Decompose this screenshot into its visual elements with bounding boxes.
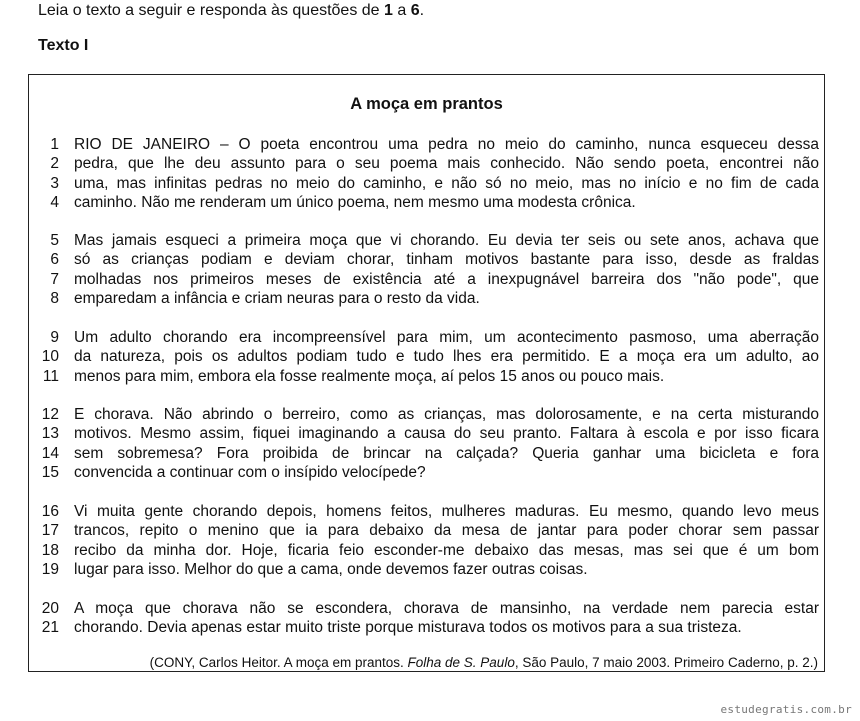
citation-author: (CONY, Carlos Heitor. A moça em prantos. <box>149 655 408 670</box>
paragraph <box>29 135 826 212</box>
site-watermark: estudegratis.com.br <box>720 703 852 716</box>
text-line <box>29 599 826 618</box>
line-text: molhadas nos primeiros meses de existência até a inexpugnável barreira dos "não pode", que <box>74 270 819 288</box>
line-number: 1 <box>50 136 59 153</box>
line-text: motivos. Mesmo assim, fiquei imaginando a causa do seu pranto. Faltara à escola e por isso ficara <box>74 425 819 443</box>
paragraph <box>29 502 826 579</box>
line-text: recibo da minha dor. Hoje, ficaria feio esconder-me debaixo das mesas, mas sei que é um bom <box>74 541 819 559</box>
line-text: pedra, que lhe deu assunto para o seu poema mais conhecido. Não sendo poeta, encontrei não <box>74 155 819 173</box>
text-line <box>29 289 826 308</box>
text-line <box>29 502 826 521</box>
text-line <box>29 135 826 154</box>
citation <box>150 655 818 670</box>
line-number: 17 <box>41 522 59 540</box>
line-text: A moça que chorava não se escondera, chorava de mansinho, na verdade nem parecia estar <box>74 600 819 617</box>
text-line <box>29 174 826 193</box>
line-text: trancos, repito o menino que ia para debaixo da mesa de jantar para poder chorar sem passar <box>74 522 819 540</box>
line-number: 11 <box>42 367 59 385</box>
line-text: chorando. Devia apenas estar muito triste porque misturava todos os motivos para a sua tristeza. <box>74 619 742 637</box>
text-line <box>29 521 826 540</box>
line-text: Um adulto chorando era incompreensível para mim, um acontecimento pasmoso, uma aberração <box>74 329 819 346</box>
line-text: menos para mim, embora ela fosse realmente moça, aí pelos 15 anos ou pouco mais. <box>74 367 665 385</box>
line-number: 19 <box>41 560 59 578</box>
question-end: 6 <box>410 2 420 19</box>
line-text: Vi muita gente chorando depois, homens feitos, mulheres maduras. Eu mesmo, quando levo meus <box>74 503 819 520</box>
line-text: RIO DE JANEIRO – O poeta encontrou uma pedra no meio do caminho, nunca esqueceu dessa <box>74 136 819 153</box>
text-line <box>29 193 826 212</box>
text-line <box>29 541 826 560</box>
line-number: 2 <box>50 155 59 173</box>
line-text: emparedam a infância e criam neuras para o resto da vida. <box>74 289 480 307</box>
instruction-prefix: Leia o texto a seguir e responda às questões de <box>38 2 385 19</box>
instruction-suffix: . <box>419 2 425 19</box>
line-text: convencida a continuar com o insípido velocípede? <box>74 463 426 481</box>
text-line <box>29 618 826 637</box>
text-line <box>29 270 826 289</box>
question-start: 1 <box>384 2 393 19</box>
text-line <box>29 328 826 347</box>
paragraph <box>29 231 826 308</box>
citation-details: , São Paulo, 7 maio 2003. Primeiro Caderno, p. 2.) <box>514 655 818 670</box>
line-number: 5 <box>50 232 59 249</box>
line-text: E chorava. Não abrindo o berreiro, como as crianças, mas dolorosamente, e na certa misturando <box>74 406 819 423</box>
line-number: 4 <box>50 193 59 211</box>
paragraph <box>29 405 826 482</box>
line-number: 16 <box>41 503 59 520</box>
text-line <box>29 444 826 463</box>
line-number: 9 <box>50 329 59 346</box>
texto-label: Texto I <box>38 37 89 54</box>
text-line <box>29 154 826 173</box>
text-line <box>29 463 826 482</box>
text-line <box>29 424 826 443</box>
line-text: caminho. Não me renderam um único poema, nem mesmo uma modesta crônica. <box>74 193 636 211</box>
text-line <box>29 250 826 269</box>
text-line <box>29 560 826 579</box>
line-number: 18 <box>41 541 59 559</box>
paragraph <box>29 599 826 638</box>
instruction-mid: a <box>392 2 411 19</box>
line-number: 14 <box>41 444 59 462</box>
line-number: 10 <box>41 348 59 366</box>
line-number: 7 <box>50 270 59 288</box>
citation-journal: Folha de S. Paulo <box>407 655 515 670</box>
text-line <box>29 231 826 250</box>
line-number: 13 <box>41 425 59 443</box>
line-text: uma, mas infinitas pedras no meio do caminho, e não só no meio, mas no início e no fim de cada <box>74 174 819 192</box>
line-number: 20 <box>41 600 59 617</box>
line-number: 8 <box>50 289 59 307</box>
line-text: lugar para isso. Melhor do que a cama, onde devemos fazer outras coisas. <box>74 560 588 578</box>
text-line <box>29 405 826 424</box>
text-box <box>28 74 825 672</box>
line-number: 12 <box>41 406 59 423</box>
line-text: só as crianças podiam e deviam chorar, tinham motivos bastante para isso, desde as fraldas <box>74 251 819 269</box>
line-text: Mas jamais esqueci a primeira moça que vi chorando. Eu devia ter seis ou sete anos, achava que <box>74 232 819 249</box>
line-number: 6 <box>50 251 59 269</box>
line-number: 15 <box>41 463 59 481</box>
instruction-text <box>38 2 424 20</box>
line-number: 3 <box>50 174 59 192</box>
line-text: da natureza, pois os adultos podiam tudo e tudo lhes era permitido. E a moça era um adulto, ao <box>74 348 819 366</box>
text-line <box>29 347 826 366</box>
text-title: A moça em prantos <box>350 95 503 113</box>
text-line <box>29 367 826 386</box>
line-number: 21 <box>41 619 59 637</box>
paragraph <box>29 328 826 386</box>
line-text: sem sobremesa? Fora proibida de brincar na calçada? Queria ganhar uma bicicleta e fora <box>74 444 819 462</box>
